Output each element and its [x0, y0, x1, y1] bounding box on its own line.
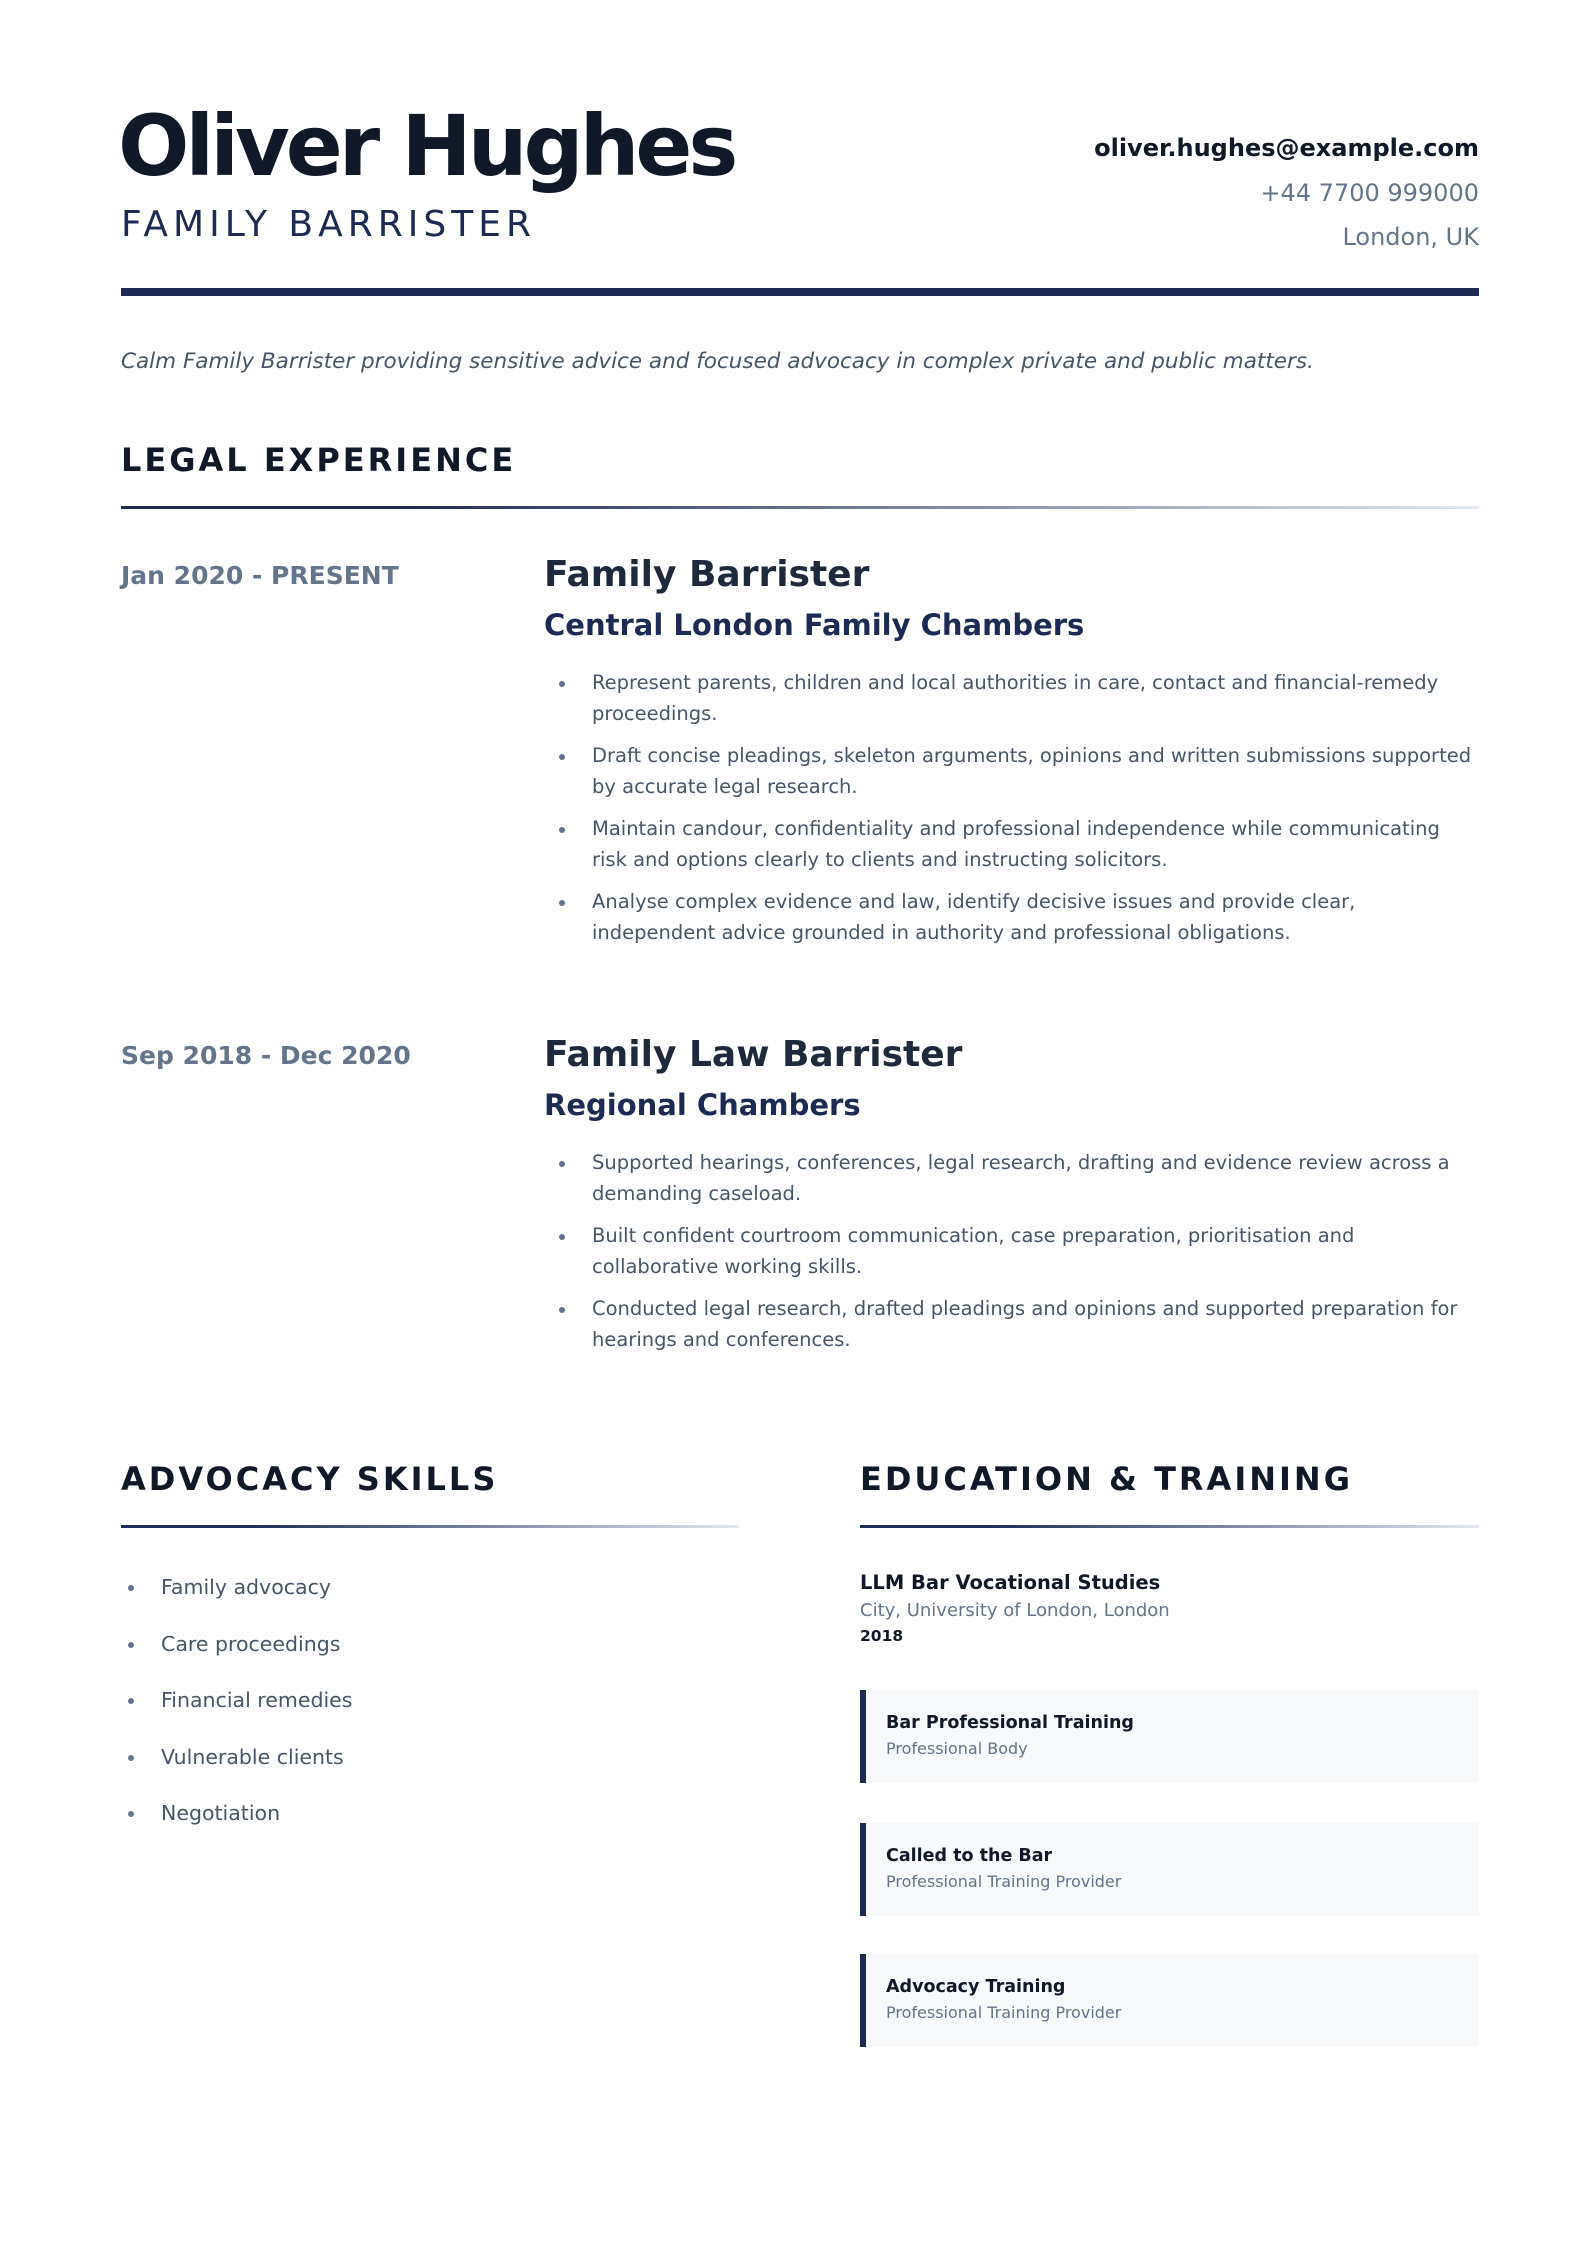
responsibility-item: Draft concise pleadings, skeleton arguments, opinions and written submissions supported by accurate legal research.	[544, 741, 1479, 802]
job-title: Family Law Barrister	[544, 1034, 963, 1075]
responsibility-item: Supported hearings, conferences, legal research, drafting and evidence review across a demanding caseload.	[544, 1148, 1479, 1209]
skills-section-divider	[121, 1525, 739, 1528]
certification-card	[860, 1690, 1479, 1783]
candidate-role: FAMILY BARRISTER	[121, 204, 536, 245]
professional-summary: Calm Family Barrister providing sensitive advice and focused advocacy in complex private and public matters.	[121, 349, 1314, 374]
degree-entry	[860, 1568, 1479, 1648]
job-title: Family Barrister	[544, 554, 870, 595]
degree-year: 2018	[860, 1627, 904, 1645]
education-section-divider	[860, 1525, 1479, 1528]
contact-info	[1094, 126, 1479, 260]
degree-title: LLM Bar Vocational Studies	[860, 1571, 1161, 1594]
job-dates: Sep 2018 - Dec 2020	[121, 1041, 411, 1070]
job-organization: Regional Chambers	[544, 1088, 861, 1122]
certification-issuer: Professional Training Provider	[886, 2003, 1122, 2022]
skill-item: Negotiation	[121, 1798, 739, 1855]
education-section-title: EDUCATION & TRAINING	[860, 1460, 1353, 1498]
job-responsibilities	[544, 668, 1479, 960]
skill-item: Family advocacy	[121, 1572, 739, 1629]
certification-title: Bar Professional Training	[886, 1713, 1134, 1733]
certification-card	[860, 1823, 1479, 1916]
responsibility-item: Represent parents, children and local authorities in care, contact and financial-remedy proceedings.	[544, 668, 1479, 729]
degree-institution: City, University of London, London	[860, 1600, 1170, 1621]
responsibility-item: Maintain candour, confidentiality and professional independence while communicating risk and options clearly to clients and instructing solicitors.	[544, 814, 1479, 875]
responsibility-item: Built confident courtroom communication, case preparation, prioritisation and collaborative working skills.	[544, 1221, 1479, 1282]
certification-title: Advocacy Training	[886, 1977, 1066, 1997]
job-organization: Central London Family Chambers	[544, 608, 1085, 642]
contact-email[interactable]: oliver.hughes@example.com	[1094, 134, 1479, 162]
experience-section-divider	[121, 506, 1479, 509]
certification-issuer: Professional Training Provider	[886, 1872, 1122, 1891]
responsibility-item: Conducted legal research, drafted pleadings and opinions and supported preparation for hearings and conferences.	[544, 1294, 1479, 1355]
resume-header	[118, 96, 1479, 296]
job-responsibilities	[544, 1148, 1479, 1367]
contact-location: London, UK	[1342, 223, 1479, 251]
skills-section-title: ADVOCACY SKILLS	[121, 1460, 499, 1498]
experience-section-title: LEGAL EXPERIENCE	[121, 441, 517, 479]
certification-card	[860, 1954, 1479, 2047]
header-divider	[121, 288, 1479, 296]
candidate-name: Oliver Hughes	[118, 97, 735, 195]
certification-title: Called to the Bar	[886, 1846, 1053, 1866]
responsibility-item: Analyse complex evidence and law, identify decisive issues and provide clear, independent advice grounded in authority and professional obligations.	[544, 887, 1479, 948]
skill-item: Care proceedings	[121, 1629, 739, 1686]
skills-list	[121, 1572, 739, 1855]
contact-phone[interactable]: +44 7700 999000	[1260, 178, 1479, 207]
skill-item: Vulnerable clients	[121, 1742, 739, 1799]
job-dates: Jan 2020 - PRESENT	[121, 561, 399, 590]
certification-issuer: Professional Body	[886, 1739, 1028, 1758]
skill-item: Financial remedies	[121, 1685, 739, 1742]
